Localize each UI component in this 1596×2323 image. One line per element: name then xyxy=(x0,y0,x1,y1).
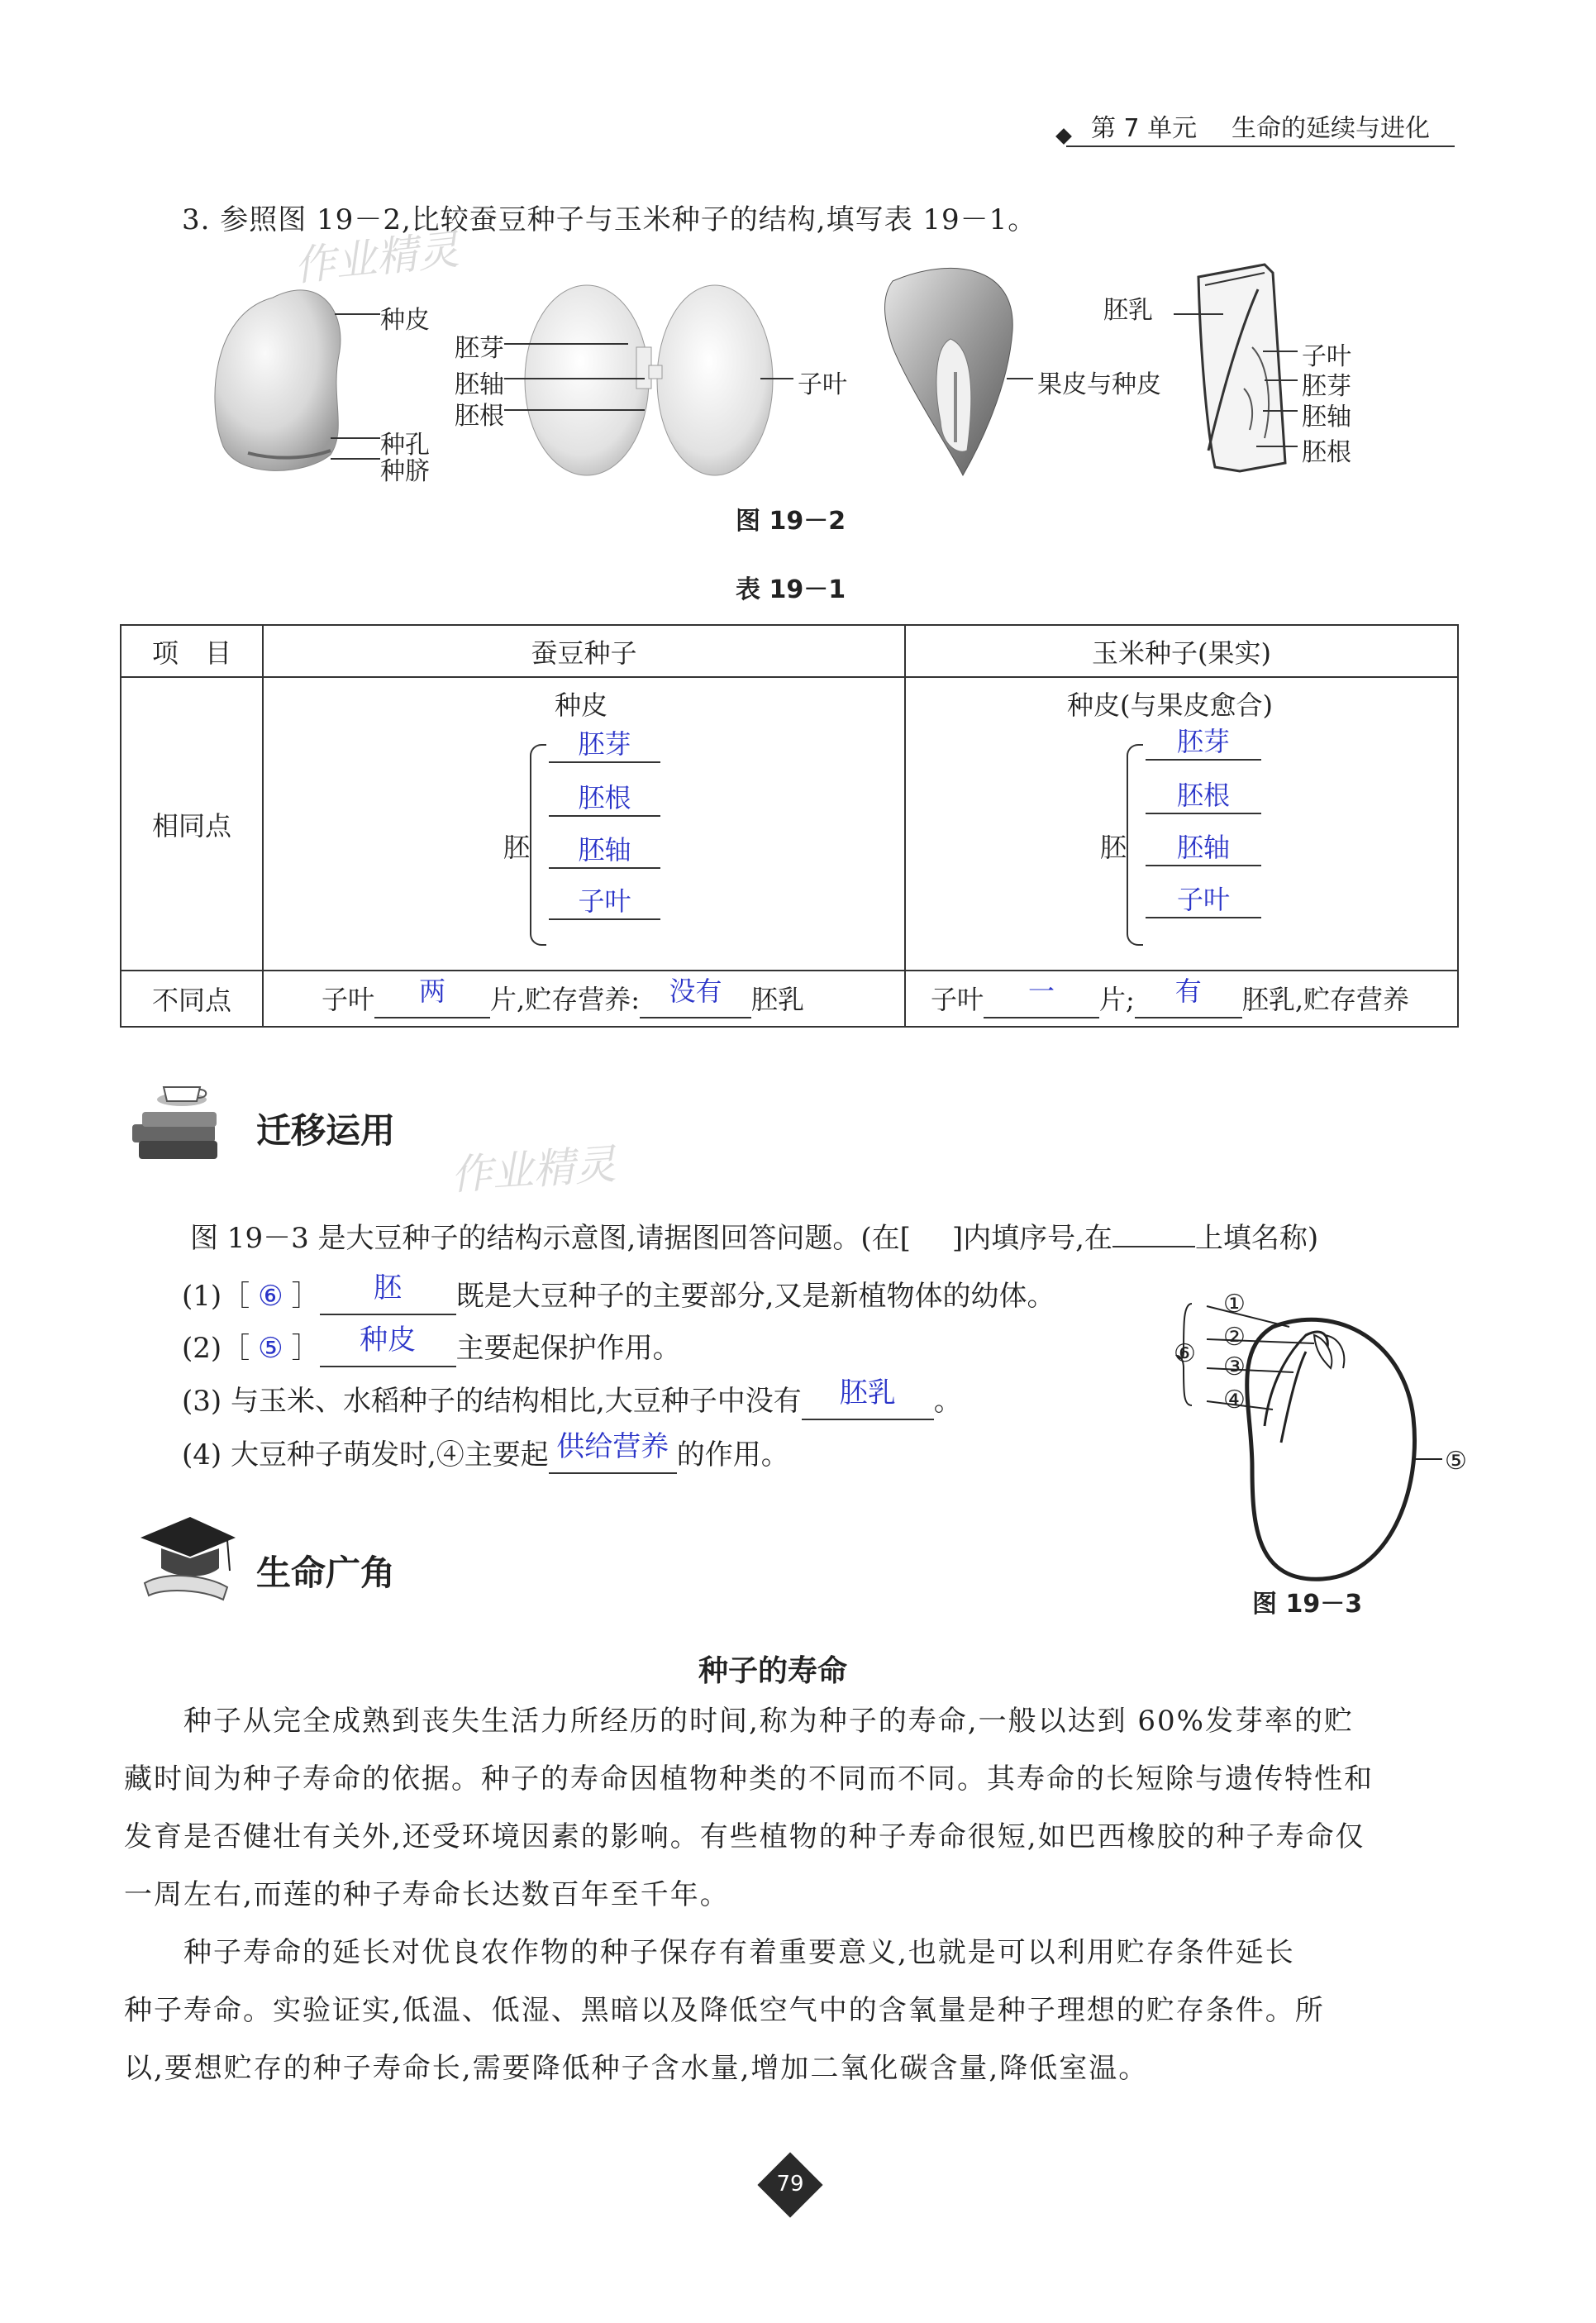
label-zhongkong: 种孔 xyxy=(380,431,430,460)
bean-cotyledon-right xyxy=(657,285,773,475)
corn-answer-4: 子叶 xyxy=(1146,879,1261,918)
bean-same-cell xyxy=(263,677,905,971)
bean-brace xyxy=(530,744,546,946)
transfer-q4: (4) 大豆种子萌发时,④主要起 供给营养 的作用。 xyxy=(182,1432,789,1474)
article-line-3: 发育是否健壮有关外,还受环境因素的影响。有些植物的种子寿命很短,如巴西橡胶的种子寿命仅 xyxy=(124,1820,1365,1853)
row-label-diff: 不同点 xyxy=(121,971,263,1027)
transfer-intro: 图 19－3 是大豆种子的结构示意图,请据图回答问题。(在[ ]内填序号,在 上填名称) xyxy=(190,1222,1319,1255)
fig-label-6: ⑥ xyxy=(1174,1339,1196,1368)
diamond-icon xyxy=(1055,128,1072,145)
bean-diff-blank-2: 没有 xyxy=(640,979,751,1018)
label-guopi: 果皮与种皮 xyxy=(1037,370,1161,399)
figure-19-3 xyxy=(1174,1277,1488,1591)
unit-label: 第 7 单元 xyxy=(1091,114,1198,143)
label-peizhou-corn: 胚轴 xyxy=(1302,403,1351,432)
corn-answer-1: 胚芽 xyxy=(1146,721,1261,761)
header-bean: 蚕豆种子 xyxy=(263,625,905,677)
corn-embryo-label: 胚 xyxy=(1100,832,1127,863)
table-19-1-caption: 表 19－1 xyxy=(736,575,846,604)
page-number: 79 xyxy=(776,2172,804,2197)
bean-embryo-label: 胚 xyxy=(503,832,531,863)
label-peiya-corn: 胚芽 xyxy=(1302,372,1351,401)
label-peiru: 胚乳 xyxy=(1103,296,1153,325)
article-title: 种子的寿命 xyxy=(698,1654,848,1688)
article-line-1: 种子从完全成熟到丧失生活力所经历的时间,称为种子的寿命,一般以达到 60%发芽率的贮 xyxy=(124,1705,1354,1738)
bean-diff-cell: 子叶 两 片,贮存营养: 没有 胚乳 xyxy=(263,971,905,1027)
article-line-5: 种子寿命的延长对优良农作物的种子保存有着重要意义,也就是可以利用贮存条件延长 xyxy=(124,1936,1295,1969)
article-line-6: 种子寿命。实验证实,低温、低湿、黑暗以及降低空气中的含氧量是种子理想的贮存条件。所 xyxy=(124,1994,1325,2027)
article-line-7: 以,要想贮存的种子寿命长,需要降低种子含水量,增加二氧化碳含量,降低室温。 xyxy=(124,2052,1149,2085)
fig-label-5: ⑤ xyxy=(1445,1447,1467,1476)
article-line-4: 一周左右,而莲的种子寿命长达数百年至千年。 xyxy=(124,1878,730,1911)
bean-cotyledon-left xyxy=(525,285,649,475)
question-3: 3. 参照图 19－2,比较蚕豆种子与玉米种子的结构,填写表 19－1。 xyxy=(182,203,1037,236)
transfer-q3: (3) 与玉米、水稻种子的结构相比,大豆种子中没有 胚乳 。 xyxy=(182,1378,962,1420)
bean-answer-2: 胚根 xyxy=(549,777,660,817)
header-corn: 玉米种子(果实) xyxy=(905,625,1458,677)
graduation-cap-icon xyxy=(132,1509,240,1608)
bean-answer-4: 子叶 xyxy=(549,880,660,920)
figure-19-2-caption: 图 19－2 xyxy=(736,507,846,536)
row-label-same: 相同点 xyxy=(121,677,263,971)
article-line-2: 藏时间为种子寿命的依据。种子的寿命因植物种类的不同而不同。其寿命的长短除与遗传特性和 xyxy=(124,1763,1374,1796)
label-ziye: 子叶 xyxy=(798,370,847,399)
fig-label-3: ③ xyxy=(1223,1352,1246,1381)
corn-brace xyxy=(1127,744,1143,946)
watermark: 作业精灵 xyxy=(291,225,461,291)
article-body xyxy=(124,1692,1471,2097)
fig-label-4: ④ xyxy=(1223,1386,1246,1414)
broad-bean-whole xyxy=(215,290,341,470)
section-title-transfer: 迁移运用 xyxy=(256,1110,396,1151)
corn-answer-3: 胚轴 xyxy=(1146,827,1261,866)
corn-diff-blank-1: 一 xyxy=(984,979,1099,1018)
corn-answer-2: 胚根 xyxy=(1146,775,1261,814)
corn-diff-blank-2: 有 xyxy=(1135,979,1242,1018)
label-peigen-corn: 胚根 xyxy=(1302,438,1351,467)
fig-label-2: ② xyxy=(1223,1323,1246,1352)
bean-seedcoat: 种皮 xyxy=(555,689,608,721)
label-peigen: 胚根 xyxy=(455,402,504,431)
page-header xyxy=(1058,107,1455,149)
books-icon xyxy=(124,1075,231,1166)
section-title-life: 生命广角 xyxy=(256,1553,396,1593)
transfer-q1: (1)［ ⑥ ］ 胚 既是大豆种子的主要部分,又是新植物体的幼体。 xyxy=(182,1273,1055,1315)
bean-answer-3: 胚轴 xyxy=(549,829,660,869)
corn-seedcoat: 种皮(与果皮愈合) xyxy=(1067,689,1273,721)
corn-diff-cell: 子叶 一 片; 有 胚乳,贮存营养 xyxy=(905,971,1458,1027)
corn-same-cell xyxy=(905,677,1458,971)
fig-label-1: ① xyxy=(1223,1290,1246,1319)
watermark-2: 作业精灵 xyxy=(449,1140,618,1200)
transfer-q2: (2)［ ⑤ ］ 种皮 主要起保护作用。 xyxy=(182,1325,681,1367)
unit-title: 生命的延续与进化 xyxy=(1232,114,1430,143)
label-ziye-corn: 子叶 xyxy=(1302,342,1351,371)
figure-19-3-caption: 图 19－3 xyxy=(1252,1590,1363,1619)
header-item: 项 目 xyxy=(121,625,263,677)
header-rule xyxy=(1066,145,1455,147)
table-19-1 xyxy=(120,624,1459,1028)
label-peizhou: 胚轴 xyxy=(455,370,504,399)
label-zhongqi: 种脐 xyxy=(380,457,430,486)
label-peiya: 胚芽 xyxy=(455,334,504,363)
bean-diff-blank-1: 两 xyxy=(374,979,490,1018)
bean-answer-1: 胚芽 xyxy=(549,723,660,763)
label-zhongpi: 种皮 xyxy=(380,306,430,335)
